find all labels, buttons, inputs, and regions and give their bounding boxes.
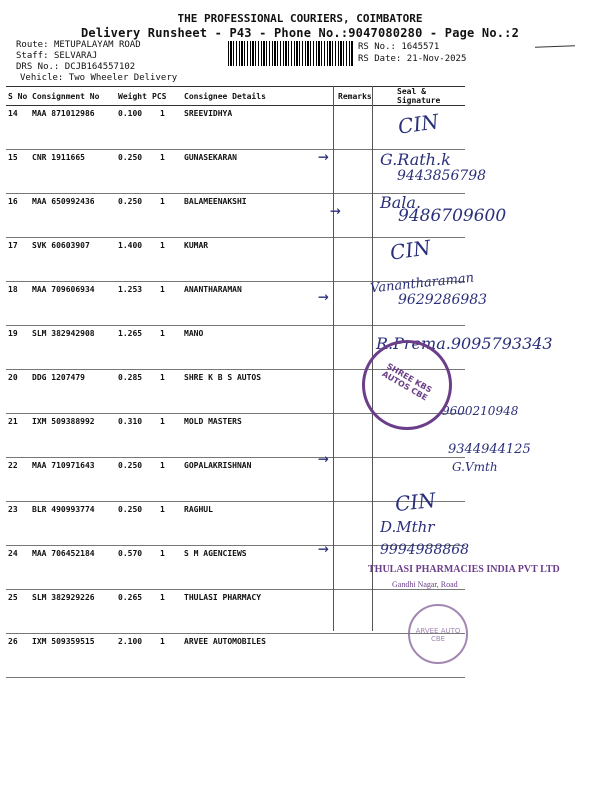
row-sno: 26: [6, 634, 30, 678]
row-weight: 0.250: [116, 458, 150, 502]
signature-18-phone: 9629286983: [398, 292, 488, 308]
row-pcs: 1: [150, 106, 182, 150]
col-consignee: Consignee Details: [182, 87, 336, 106]
rs-date-value: 21-Nov-2025: [406, 54, 467, 64]
row-sno: 14: [6, 106, 30, 150]
row-weight: 2.100: [116, 634, 150, 678]
row-consignee: S M AGENCIEWS: [182, 546, 336, 590]
kbs-autos-stamp: [362, 340, 452, 430]
row-sno: 17: [6, 238, 30, 282]
col-consignment: Consignment No: [30, 87, 116, 106]
signature-17: CIN: [388, 235, 433, 265]
row-pcs: 1: [150, 458, 182, 502]
rs-date-line: [358, 54, 466, 64]
arrow-mark: →: [318, 448, 329, 469]
runsheet-title: Delivery Runsheet - P43 - Phone No.:9047080280 - Page No.:2: [80, 26, 520, 40]
row-consignee: SHRE K B S AUTOS: [182, 370, 336, 414]
row-consignment: BLR 490993774: [30, 502, 116, 546]
row-sno: 19: [6, 326, 30, 370]
row-remarks: [336, 590, 375, 634]
signature-24-phone: 9994988868: [380, 542, 470, 558]
row-consignment: MAA 709606934: [30, 282, 116, 326]
drs-value: DCJB164557102: [64, 62, 136, 72]
row-remarks: [336, 282, 375, 326]
rs-no-value: 1645571: [401, 42, 440, 52]
vehicle-label: Vehicle:: [20, 73, 64, 83]
row-sno: 23: [6, 502, 30, 546]
row-consignment: CNR 1911665: [30, 150, 116, 194]
row-consignment: DDG 1207479: [30, 370, 116, 414]
drs-label: DRS No.:: [16, 62, 60, 72]
signature-22-name: G.Vmth: [452, 460, 498, 474]
row-pcs: 1: [150, 634, 182, 678]
row-consignment: SLM 382942908: [30, 326, 116, 370]
pen-mark: [535, 45, 575, 47]
staff-value: SELVARAJ: [53, 51, 98, 61]
row-consignment: MAA 650992436: [30, 194, 116, 238]
company-title: THE PROFESSIONAL COURIERS, COIMBATORE: [177, 12, 423, 25]
row-pcs: 1: [150, 326, 182, 370]
row-consignee: BALAMEENAKSHI: [182, 194, 336, 238]
remarks-divider: [333, 86, 334, 631]
row-consignee: GUNASEKARAN: [182, 150, 336, 194]
row-weight: 0.285: [116, 370, 150, 414]
signature-19: R.Prema.9095793343: [376, 334, 553, 353]
route-label: Route:: [16, 40, 49, 50]
row-remarks: [336, 106, 375, 150]
signature-16-phone: 9486709600: [398, 206, 507, 226]
row-sno: 16: [6, 194, 30, 238]
row-remarks: [336, 238, 375, 282]
row-sno: 15: [6, 150, 30, 194]
signature-14: CIN: [396, 109, 441, 139]
row-consignment: SVK 60603907: [30, 238, 116, 282]
row-consignment: MAA 871012986: [30, 106, 116, 150]
row-pcs: 1: [150, 194, 182, 238]
signature-23: CIN: [393, 487, 437, 517]
thulasi-stamp-line1: THULASI PHARMACIES INDIA PVT LTD: [368, 564, 560, 575]
row-consignment: IXM 509359515: [30, 634, 116, 678]
drs-line: [16, 62, 135, 72]
col-weight: Weight: [116, 87, 150, 106]
arvee-auto-stamp: [408, 604, 468, 664]
col-seal-signature: Seal & Signature: [375, 87, 465, 106]
table-row: [6, 590, 465, 634]
rs-no-line: [358, 42, 439, 52]
signature-18-name: Vanantharaman: [369, 270, 475, 297]
row-pcs: 1: [150, 590, 182, 634]
row-consignee: GOPALAKRISHNAN: [182, 458, 336, 502]
row-pcs: 1: [150, 282, 182, 326]
row-weight: 0.250: [116, 502, 150, 546]
row-weight: 0.100: [116, 106, 150, 150]
col-remarks: Remarks: [336, 87, 375, 106]
staff-label: Staff:: [16, 51, 49, 61]
barcode: [228, 41, 354, 66]
row-consignee: RAGHUL: [182, 502, 336, 546]
vehicle-line: [20, 73, 177, 83]
row-consignee: ANANTHARAMAN: [182, 282, 336, 326]
row-sno: 21: [6, 414, 30, 458]
signature-16-name: Bala.: [380, 193, 422, 212]
row-sno: 25: [6, 590, 30, 634]
row-consignee: THULASI PHARMACY: [182, 590, 336, 634]
row-consignee: SREEVIDHYA: [182, 106, 336, 150]
col-pcs: PCS: [150, 87, 182, 106]
row-remarks: [336, 414, 375, 458]
row-consignment: MAA 706452184: [30, 546, 116, 590]
signature-24-name: D.Mthr: [380, 518, 435, 536]
kbs-stamp-text: SHREE KBS AUTOS CBE: [380, 361, 434, 403]
row-weight: 1.400: [116, 238, 150, 282]
table-row: [6, 634, 465, 678]
route-line: [16, 40, 141, 50]
row-consignee: ARVEE AUTOMOBILES: [182, 634, 336, 678]
arrow-mark: →: [318, 146, 329, 167]
row-pcs: 1: [150, 150, 182, 194]
rs-date-label: RS Date:: [358, 54, 402, 64]
signature-15-name: G.Rath.k: [380, 150, 451, 169]
row-pcs: 1: [150, 414, 182, 458]
row-consignee: MOLD MASTERS: [182, 414, 336, 458]
rs-no-label: RS No.:: [358, 42, 396, 52]
row-sno: 24: [6, 546, 30, 590]
row-consignment: MAA 710971643: [30, 458, 116, 502]
row-weight: 0.250: [116, 194, 150, 238]
row-weight: 0.265: [116, 590, 150, 634]
row-sno: 18: [6, 282, 30, 326]
row-weight: 0.310: [116, 414, 150, 458]
row-remarks: [336, 194, 375, 238]
signature-22-phone: 9344944125: [448, 442, 531, 457]
row-consignment: SLM 382929226: [30, 590, 116, 634]
route-value: METUPALAYAM ROAD: [53, 40, 141, 50]
row-remarks: [336, 458, 375, 502]
row-sno: 22: [6, 458, 30, 502]
row-consignee: MANO: [182, 326, 336, 370]
signature-21: 9600210948: [442, 404, 519, 418]
row-pcs: 1: [150, 370, 182, 414]
row-weight: 0.570: [116, 546, 150, 590]
row-weight: 0.250: [116, 150, 150, 194]
arvee-stamp-text: ARVEE AUTO CBE: [415, 627, 461, 643]
row-weight: 1.265: [116, 326, 150, 370]
row-consignment: IXM 509388992: [30, 414, 116, 458]
thulasi-stamp-line2: Gandhi Nagar, Road: [392, 580, 458, 589]
table-row: [6, 106, 465, 150]
row-remarks: [336, 634, 375, 678]
row-pcs: 1: [150, 238, 182, 282]
col-sno: S No: [6, 87, 30, 106]
row-pcs: 1: [150, 546, 182, 590]
vehicle-value: Two Wheeler Delivery: [68, 73, 178, 83]
row-remarks: [336, 150, 375, 194]
arrow-mark: →: [330, 200, 341, 221]
row-remarks: [336, 502, 375, 546]
row-pcs: 1: [150, 502, 182, 546]
signature-15-phone: 9443856798: [397, 168, 487, 184]
row-consignee: KUMAR: [182, 238, 336, 282]
arrow-mark: →: [318, 538, 329, 559]
table-header-row: [6, 87, 465, 106]
row-weight: 1.253: [116, 282, 150, 326]
staff-line: [16, 51, 97, 61]
row-sno: 20: [6, 370, 30, 414]
arrow-mark: →: [318, 286, 329, 307]
